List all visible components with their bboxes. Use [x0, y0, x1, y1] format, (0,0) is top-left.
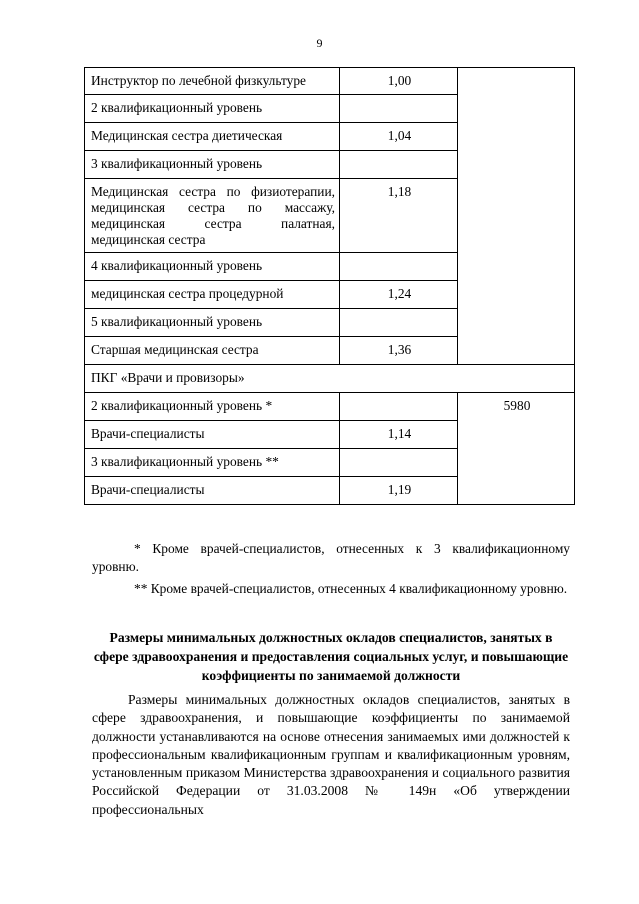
position-name-cell: Врачи-специалисты [85, 421, 340, 449]
section-heading: Размеры минимальных должностных окладов специалистов, занятых в сфере здравоохранения и предоставления социальных услуг, и повышающие коэффициенты по занимаемой должности [93, 630, 569, 683]
group-name-cell: ПКГ «Врачи и провизоры» [85, 365, 575, 393]
salary-cell-empty [458, 68, 575, 365]
position-name-cell: Медицинская сестра по физиотерапии, медицинская сестра по массажу, медицинская сестра палатная, медицинская сестра [85, 179, 340, 253]
coefficient-cell [340, 393, 458, 421]
minimum-salary-cell: 5980 [458, 393, 575, 505]
position-name-cell: Старшая медицинская сестра [85, 337, 340, 365]
coefficient-cell: 1,36 [340, 337, 458, 365]
qualification-level-cell: 2 квалификационный уровень * [85, 393, 340, 421]
position-name-cell: Медицинская сестра диетическая [85, 123, 340, 151]
footnotes [92, 540, 570, 602]
coefficient-cell [340, 309, 458, 337]
coefficient-cell: 1,19 [340, 477, 458, 505]
coefficient-cell: 1,14 [340, 421, 458, 449]
position-name-cell: Инструктор по лечебной физкультуре [85, 68, 340, 95]
qualification-level-cell: 4 квалификационный уровень [85, 253, 340, 281]
table-row [85, 68, 575, 95]
coefficient-cell [340, 253, 458, 281]
coefficient-cell [340, 151, 458, 179]
salary-coefficient-table [84, 67, 575, 505]
table-level-row [85, 393, 575, 421]
coefficient-cell: 1,24 [340, 281, 458, 309]
coefficient-cell: 1,00 [340, 68, 458, 95]
position-name-cell: медицинская сестра процедурной [85, 281, 340, 309]
footnote-2: ** Кроме врачей-специалистов, отнесенных 4 квалификационному уровню. [134, 581, 568, 596]
page-number: 9 [316, 36, 323, 50]
coefficient-cell [340, 95, 458, 123]
coefficient-cell: 1,04 [340, 123, 458, 151]
table-group-row [85, 365, 575, 393]
body-paragraph: Размеры минимальных должностных окладов специалистов, занятых в сфере здравоохранения, и повышающие коэффициенты по занимаемой должности устанавливаются на основе отнесения занимаемых ими должностей к профессиональным квалификационным группам и квалификационным уровням, установленным приказом Министерства здравоохранения и социального развития Российской Федерации от 31.03.2008 № 149н «Об утверждении профессиональных [92, 692, 570, 817]
qualification-level-cell: 5 квалификационный уровень [85, 309, 340, 337]
qualification-level-cell: 3 квалификационный уровень ** [85, 449, 340, 477]
footnote-1: * Кроме врачей-специалистов, отнесенных к 3 квалификационному уровню. [92, 541, 570, 574]
coefficient-cell [340, 449, 458, 477]
qualification-level-cell: 2 квалификационный уровень [85, 95, 340, 123]
position-name-cell: Врачи-специалисты [85, 477, 340, 505]
coefficient-cell: 1,18 [340, 179, 458, 253]
qualification-level-cell: 3 квалификационный уровень [85, 151, 340, 179]
